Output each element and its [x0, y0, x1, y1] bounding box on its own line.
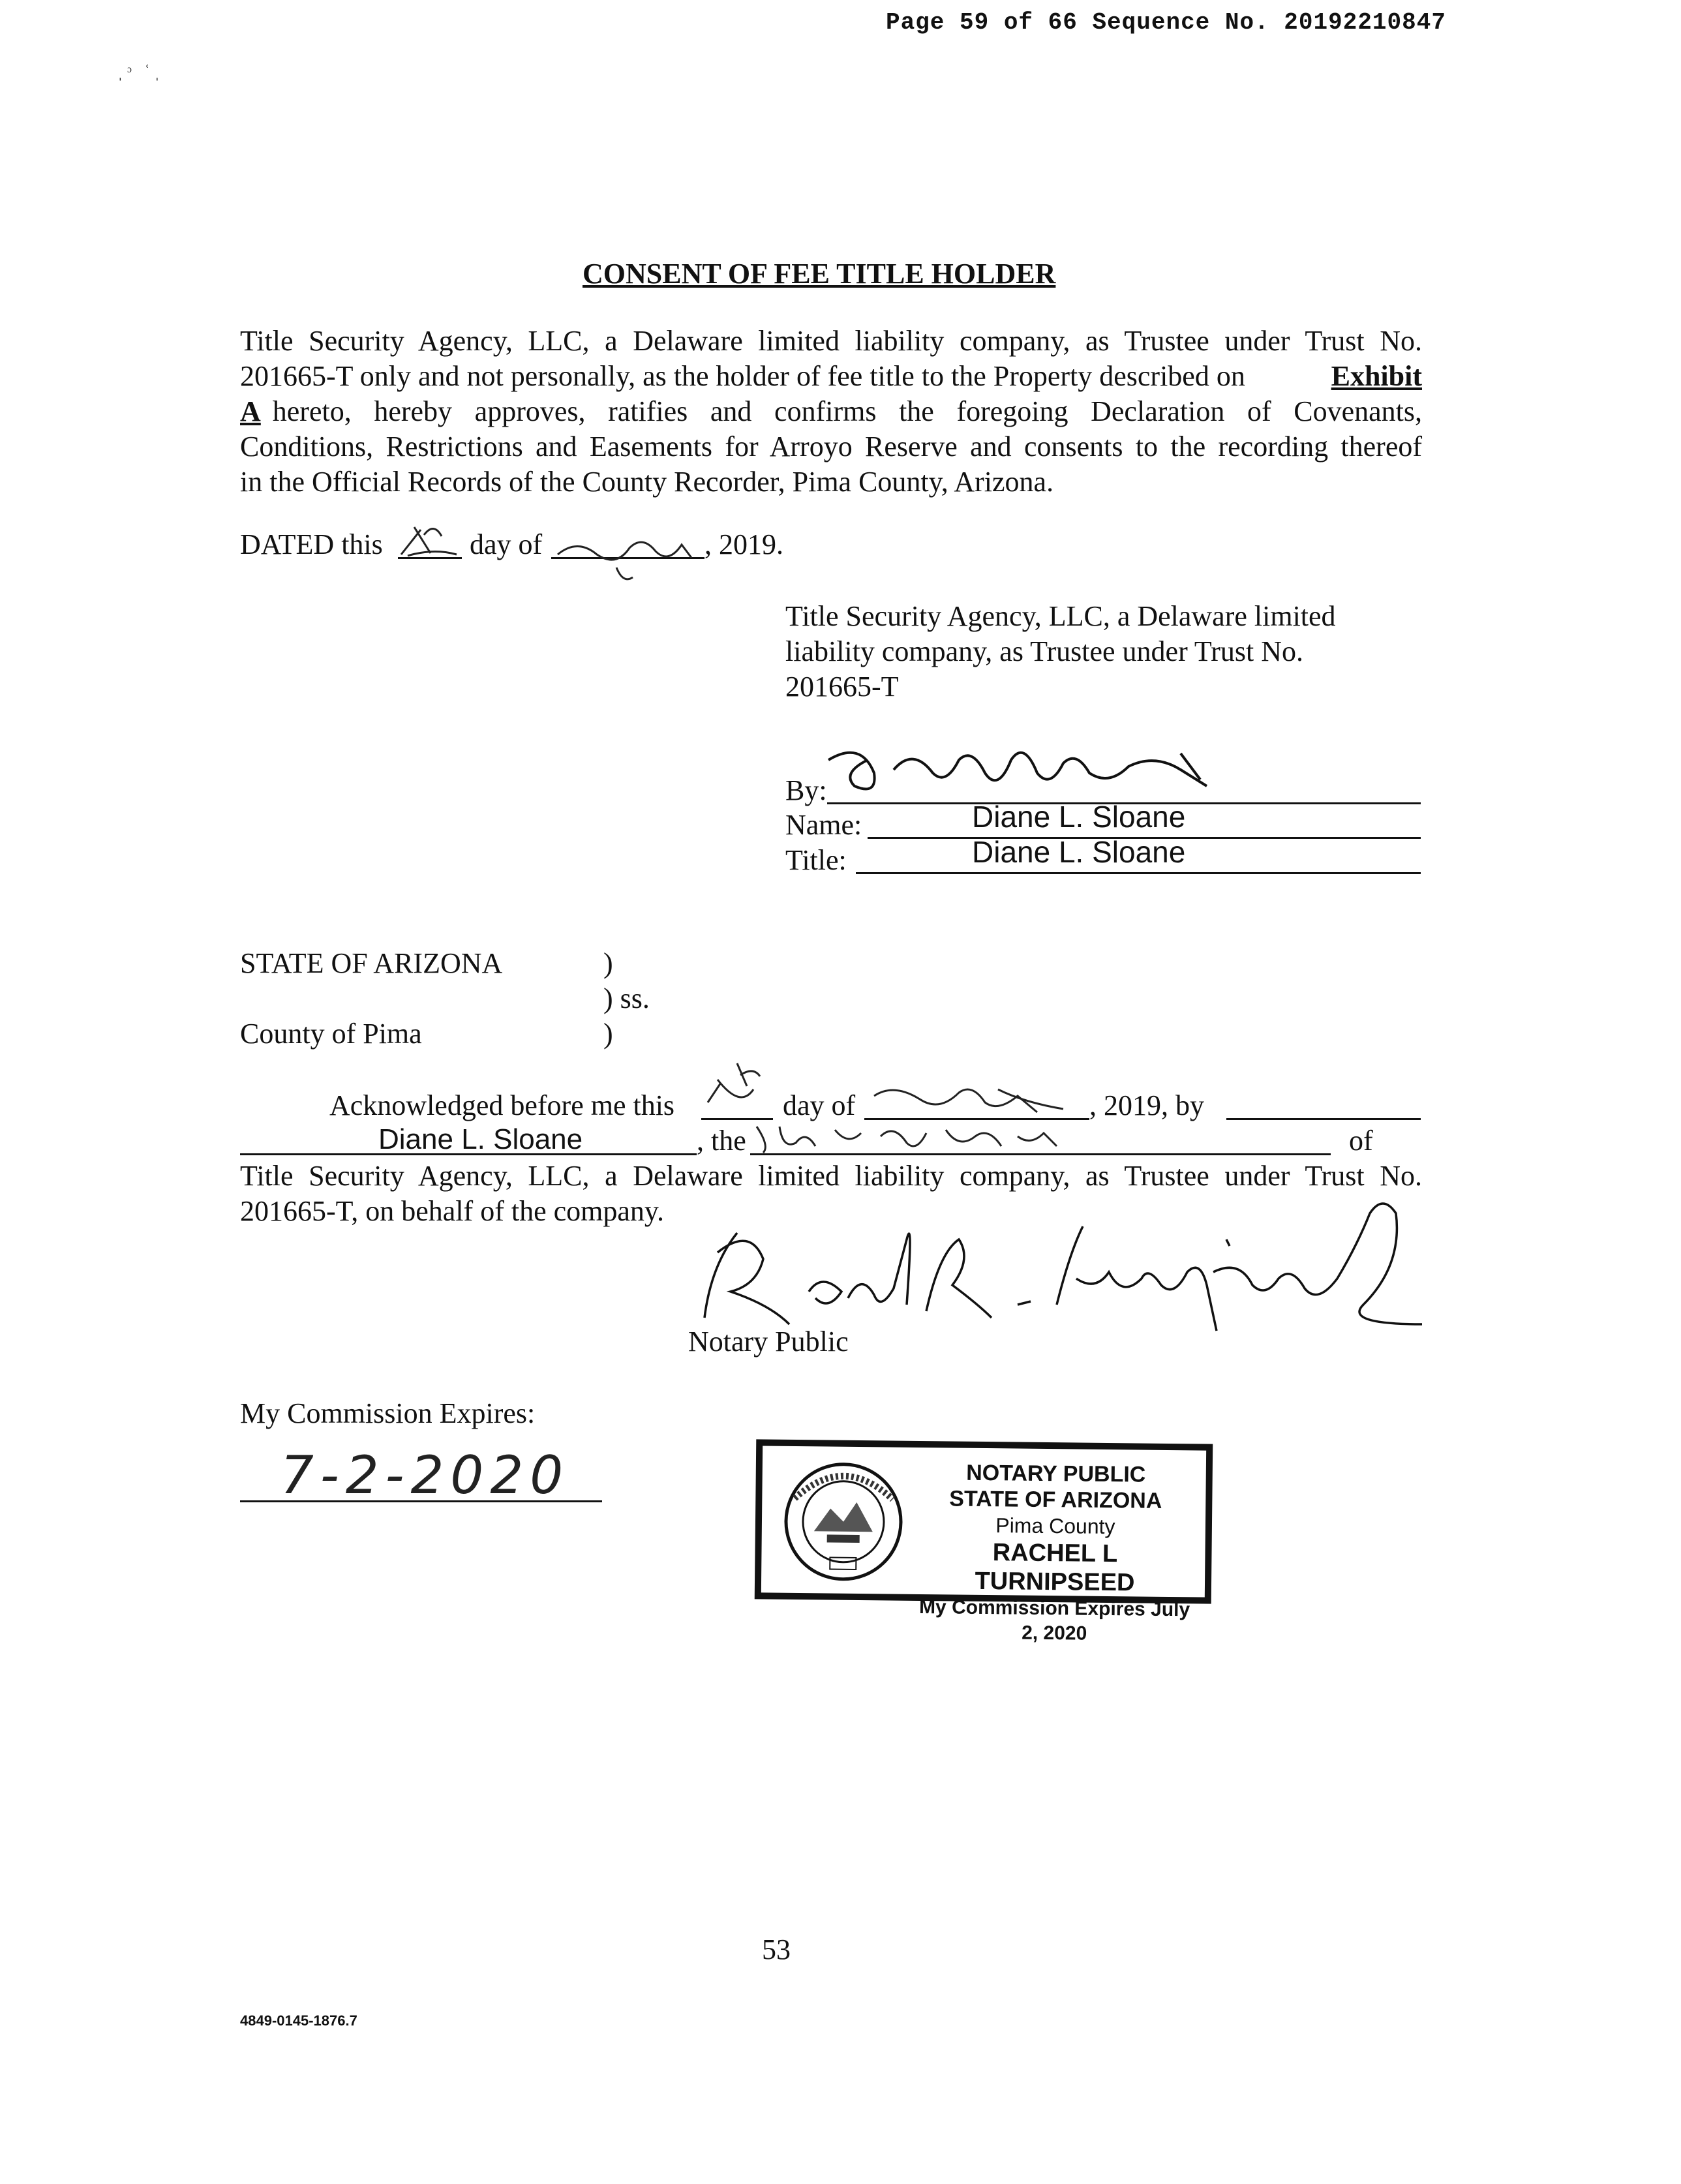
signatory-line-3: 201665-T	[785, 671, 899, 703]
dated-year: , 2019.	[704, 528, 783, 560]
stamp-line-2: STATE OF ARIZONA	[949, 1486, 1162, 1513]
body-line-5: in the Official Records of the County Recorder, Pima County, Arizona.	[240, 466, 1054, 498]
name-label: Name:	[785, 809, 862, 841]
sequence-header: Page 59 of 66 Sequence No. 20192210847	[886, 9, 1446, 36]
page-number: 53	[762, 1934, 791, 1965]
ack-the: , the	[697, 1125, 746, 1157]
ack-line-3: Title Security Agency, LLC, a Delaware limited liability company, as Trustee under Trust No.	[240, 1160, 1422, 1192]
body-line-1: Title Security Agency, LLC, a Delaware limited liability company, as Trustee under Trust No.	[240, 325, 1422, 357]
ack-handwritten-month	[868, 1076, 1089, 1122]
ack-name-value: Diane L. Sloane	[378, 1123, 583, 1155]
stamp-line-1: NOTARY PUBLIC	[966, 1460, 1146, 1487]
handwritten-month-mark	[551, 528, 708, 590]
notary-stamp	[755, 1439, 1213, 1645]
stamp-line-3: Pima County	[995, 1513, 1115, 1539]
venue-paren-1: )	[603, 947, 613, 979]
stamp-line-4: RACHEL L TURNIPSEED	[975, 1539, 1135, 1597]
arizona-seal-icon	[781, 1459, 913, 1588]
ack-handwritten-title	[750, 1117, 1089, 1156]
ack-prefix: Acknowledged before me this	[329, 1089, 675, 1121]
exhibit-link: Exhibit	[1331, 360, 1422, 392]
exhibit-letter: A	[240, 395, 261, 427]
title-label: Title:	[785, 844, 847, 876]
ack-day-label: day of	[783, 1089, 856, 1121]
stray-marks: ˌ ᵓ ʿ ˌ	[117, 62, 160, 81]
name-value: Diane L. Sloane	[972, 800, 1186, 834]
commission-date: 7-2-2020	[280, 1445, 570, 1506]
signatory-line-2: liability company, as Trustee under Trust No.	[785, 635, 1304, 667]
body-line-4: Conditions, Restrictions and Easements for Arroyo Reserve and consents to the recording thereof	[240, 431, 1422, 463]
title-value: Diane L. Sloane	[972, 835, 1186, 869]
notary-public-label: Notary Public	[688, 1326, 849, 1357]
commission-date-line	[240, 1500, 602, 1502]
document-id: 4849-0145-1876.7	[240, 2012, 357, 2029]
ack-by-blank	[1226, 1118, 1421, 1120]
venue-state: STATE OF ARIZONA	[240, 947, 503, 979]
ack-line-4: 201665-T, on behalf of the company.	[240, 1195, 665, 1227]
by-label: By:	[785, 774, 827, 806]
dated-prefix: DATED this	[240, 528, 383, 560]
body-line-3-text: hereto, hereby approves, ratifies and confirms the foregoing Declaration of Covenants,	[272, 395, 1422, 427]
body-line-2-text: 201665-T only and not personally, as the holder of fee title to the Property described on	[240, 360, 1245, 392]
body-line-3	[240, 394, 1422, 429]
commission-label: My Commission Expires:	[240, 1397, 536, 1429]
document-title: CONSENT OF FEE TITLE HOLDER	[583, 258, 1056, 290]
dated-day-label: day of	[470, 528, 543, 560]
handwritten-day-mark	[395, 522, 466, 561]
venue-paren-3: )	[603, 1018, 613, 1050]
signatory-line-1: Title Security Agency, LLC, a Delaware limited	[785, 600, 1336, 632]
title-line	[856, 872, 1421, 874]
stamp-text-block	[911, 1459, 1200, 1648]
ack-handwritten-day	[701, 1057, 773, 1119]
ack-of: of	[1349, 1125, 1373, 1157]
ack-year: , 2019, by	[1089, 1089, 1204, 1121]
signature-diane-sloane	[815, 734, 1246, 809]
stamp-line-5: My Commission Expires July 2, 2020	[918, 1596, 1190, 1645]
venue-ss: ) ss.	[603, 982, 650, 1014]
body-line-2	[240, 359, 1422, 394]
venue-county: County of Pima	[240, 1018, 422, 1050]
